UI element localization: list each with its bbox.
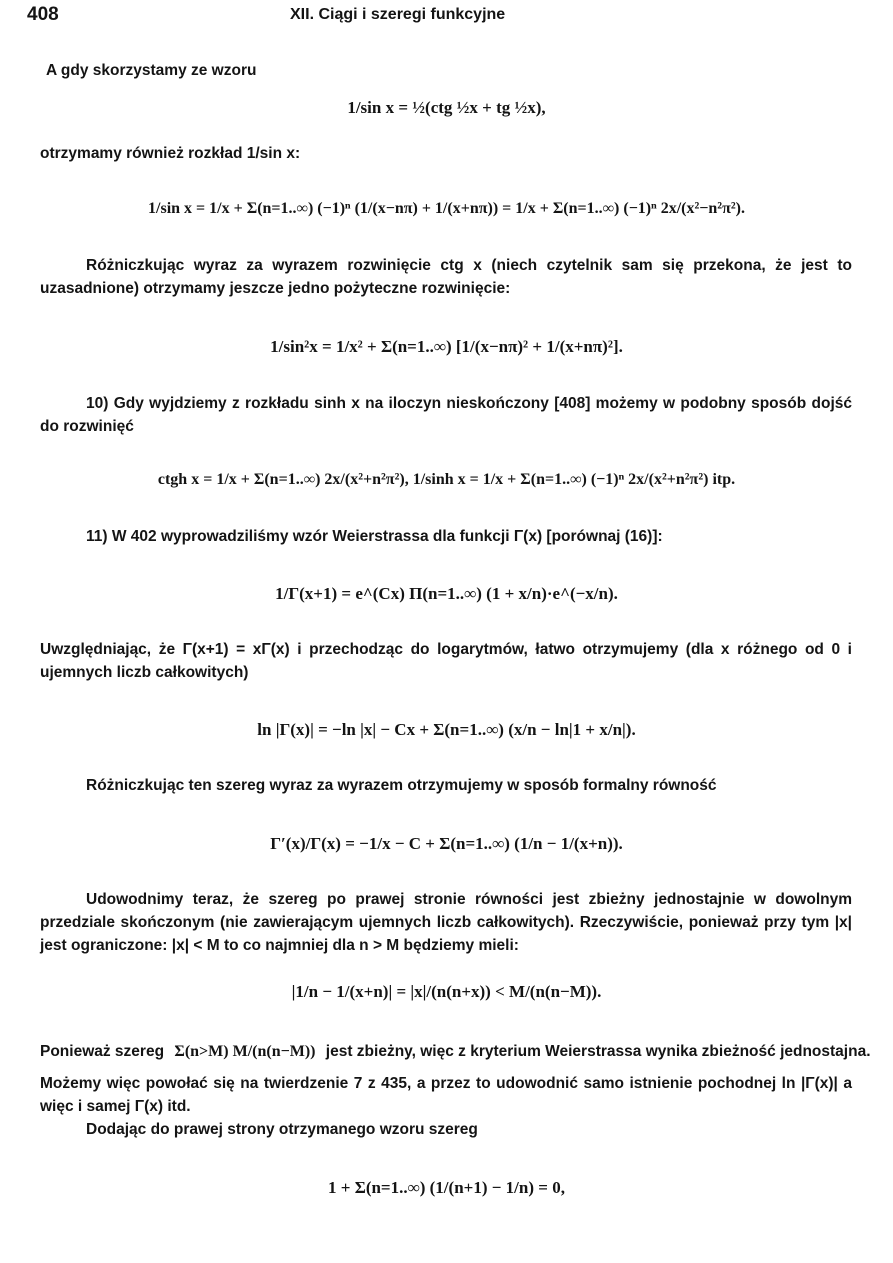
- formula-ln-gamma: ln |Γ(x)| = −ln |x| − Cx + Σ(n=1..∞) (x/n − ln|1 + x/n|).: [257, 720, 636, 739]
- formula-ctgh-sinh: ctgh x = 1/x + Σ(n=1..∞) 2x/(x²+n²π²), 1/sinh x = 1/x + Σ(n=1..∞) (−1)ⁿ 2x/(x²+n²π²) itp.: [157, 471, 736, 488]
- formula-1-over-sin-squared: 1/sin²x = 1/x² + Σ(n=1..∞) [1/(x−nπ)² + 1/(x+nπ)²].: [270, 337, 623, 356]
- formula-estimate: |1/n − 1/(x+n)| = |x|/(n(n+x)) < M/(n(n−M)).: [291, 982, 602, 1001]
- paragraph-formal-equality: Różniczkując ten szereg wyraz za wyrazem otrzymujemy w sposób formalny równość: [86, 777, 717, 794]
- paragraph-weierstrass: 11) W 402 wyprowadziliśmy wzór Weierstrassa dla funkcji Γ(x) [porównaj (16)]:: [86, 528, 663, 545]
- paragraph-uniform-convergence: Udowodnimy teraz, że szereg po prawej stronie równości jest zbieżny jednostajnie w dowolnym przedziale skończonym (nie zawierającym ujemnych liczb całkowitych). Rzeczywiście, ponieważ przy tym |x| jest ograniczone: |x| < M to co najmniej dla n > M będziemy mieli:: [40, 891, 852, 954]
- page-number: 408: [27, 4, 59, 25]
- paragraph-theorem-reference: Możemy więc powołać się na twierdzenie 7 z 435, a przez to udowodnić samo istnienie pochodnej ln |Γ(x)| a więc i samej Γ(x) itd.: [40, 1075, 852, 1115]
- formula-digamma: Γ′(x)/Γ(x) = −1/x − C + Σ(n=1..∞) (1/n − 1/(x+n)).: [270, 834, 623, 853]
- formula-gamma-product: 1/Γ(x+1) = e^(Cx) Π(n=1..∞) (1 + x/n)·e^(−x/n).: [275, 584, 618, 603]
- paragraph-convergent-series: Ponieważ szereg Σ(n>M) M/(n(n−M)) jest zbieżny, więc z kryterium Weierstrassa wynika zbieżność jednostajna.: [40, 1043, 871, 1060]
- formula-telescoping: 1 + Σ(n=1..∞) (1/(n+1) − 1/n) = 0,: [328, 1178, 565, 1197]
- paragraph-differentiation: Różniczkując wyraz za wyrazem rozwinięcie ctg x (niech czytelnik sam się przekona, że jest to uzasadnione) otrzymamy jeszcze jedno pożyteczne rozwinięcie:: [40, 257, 852, 297]
- inline-formula-series: Σ(n>M) M/(n(n−M)): [174, 1043, 316, 1060]
- paragraph-expansion-intro: otrzymamy również rozkład 1/sin x:: [40, 145, 301, 162]
- formula-1-over-sin: 1/sin x = 1/x + Σ(n=1..∞) (−1)ⁿ (1/(x−nπ) + 1/(x+nπ)) = 1/x + Σ(n=1..∞) (−1)ⁿ 2x/(x²−n²π²).: [148, 200, 745, 217]
- paragraph-logarithm: Uwzględniając, że Γ(x+1) = xΓ(x) i przechodząc do logarytmów, łatwo otrzymujemy (dla x różnego od 0 i ujemnych liczb całkowitych): [40, 641, 852, 681]
- paragraph-adding-series: Dodając do prawej strony otrzymanego wzoru szereg: [86, 1121, 478, 1138]
- formula-sin-half-angle: 1/sin x = ½(ctg ½x + tg ½x),: [347, 98, 546, 117]
- paragraph-sinh: 10) Gdy wyjdziemy z rozkładu sinh x na iloczyn nieskończony [408] możemy w podobny sposób dojść do rozwinięć: [40, 395, 852, 435]
- paragraph-intro: A gdy skorzystamy ze wzoru: [46, 62, 257, 79]
- running-title: XII. Ciągi i szeregi funkcyjne: [290, 6, 506, 23]
